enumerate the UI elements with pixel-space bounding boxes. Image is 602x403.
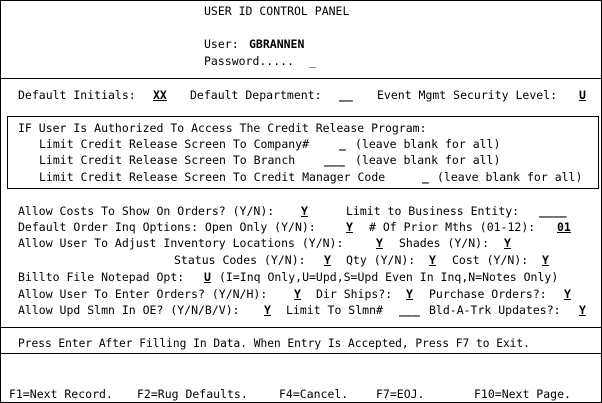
limit-slmn-field[interactable]: ___	[399, 303, 420, 317]
company-limit-label: Limit Credit Release Screen To Company#	[39, 137, 310, 151]
panel-title: USER ID CONTROL PANEL	[204, 4, 350, 18]
user-value: GBRANNEN	[249, 37, 305, 51]
billto-notepad-label: Billto File Notepad Opt:	[18, 270, 185, 284]
qty-label: Qty (Y/N):	[346, 253, 416, 267]
manager-limit-field[interactable]: _	[422, 170, 429, 184]
bld-trk-field[interactable]: Y	[579, 303, 586, 317]
cost-field[interactable]: Y	[542, 253, 549, 267]
f1-next-record-key[interactable]: F1=Next Record.	[9, 387, 113, 401]
password-label: Password.....	[204, 54, 295, 68]
prior-mths-label: # Of Prior Mths (01-12):	[369, 220, 536, 234]
adjust-inventory-field[interactable]: Y	[376, 236, 383, 250]
branch-limit-note: (leave blank for all)	[355, 153, 501, 167]
f4-cancel-key[interactable]: F4=Cancel.	[279, 387, 349, 401]
purchase-orders-field[interactable]: Y	[564, 287, 571, 301]
allow-costs-label: Allow Costs To Show On Orders? (Y/N):	[18, 204, 275, 218]
f10-next-page-key[interactable]: F10=Next Page.	[474, 387, 571, 401]
default-initials-label: Default Initials:	[18, 88, 136, 102]
divider-bottom	[1, 353, 601, 354]
password-field[interactable]: _	[309, 54, 316, 68]
billto-notepad-field[interactable]: U	[204, 270, 211, 284]
shades-label: Shades (Y/N):	[399, 236, 490, 250]
qty-field[interactable]: Y	[429, 253, 436, 267]
business-entity-field[interactable]: ____	[539, 204, 567, 218]
billto-notepad-note: (I=Inq Only,U=Upd,S=Upd Even In Inq,N=Notes Only)	[219, 270, 559, 284]
dir-ships-field[interactable]: Y	[406, 287, 413, 301]
default-department-label: Default Department:	[190, 88, 322, 102]
cost-label: Cost (Y/N):	[452, 253, 529, 267]
enter-orders-label: Allow User To Enter Orders? (Y/N/H):	[18, 287, 268, 301]
order-inq-label: Default Order Inq Options: Open Only (Y/N):	[18, 220, 316, 234]
prior-mths-field[interactable]: 01	[557, 220, 571, 234]
upd-slmn-label: Allow Upd Slmn In OE? (Y/N/B/V):	[18, 303, 240, 317]
status-codes-field[interactable]: Y	[324, 253, 331, 267]
business-entity-label: Limit to Business Entity:	[346, 204, 520, 218]
company-limit-note: (leave blank for all)	[355, 137, 501, 151]
instruction-text: Press Enter After Filling In Data. When Entry Is Accepted, Press F7 to Exit.	[18, 337, 530, 350]
event-mgmt-label: Event Mgmt Security Level:	[377, 88, 558, 102]
enter-orders-field[interactable]: Y	[294, 287, 301, 301]
user-label: User:	[204, 37, 239, 51]
purchase-orders-label: Purchase Orders?:	[429, 287, 547, 301]
company-limit-field[interactable]: _	[339, 137, 346, 151]
f7-eoj-key[interactable]: F7=EOJ.	[376, 387, 425, 401]
manager-limit-note: (leave blank for all)	[437, 170, 583, 184]
order-inq-field[interactable]: Y	[346, 220, 353, 234]
credit-box-heading: IF User Is Authorized To Access The Credit Release Program:	[18, 121, 427, 135]
default-department-field[interactable]: __	[339, 88, 353, 102]
allow-costs-field[interactable]: Y	[301, 204, 308, 218]
shades-field[interactable]: Y	[504, 236, 511, 250]
divider-middle	[1, 327, 601, 328]
status-codes-label: Status Codes (Y/N):	[174, 253, 306, 267]
dir-ships-label: Dir Ships?:	[316, 287, 393, 301]
upd-slmn-field[interactable]: Y	[264, 303, 271, 317]
branch-limit-field[interactable]: ___	[324, 153, 345, 167]
default-initials-field[interactable]: XX	[153, 88, 167, 102]
event-mgmt-field[interactable]: U	[579, 88, 586, 102]
divider-top	[1, 78, 601, 79]
manager-limit-label: Limit Credit Release Screen To Credit Manager Code	[39, 170, 386, 184]
branch-limit-label: Limit Credit Release Screen To Branch	[39, 153, 296, 167]
f2-rug-defaults-key[interactable]: F2=Rug Defaults.	[137, 387, 248, 401]
adjust-inventory-label: Allow User To Adjust Inventory Locations (Y/N):	[18, 236, 344, 250]
bld-trk-label: Bld-A-Trk Updates?:	[429, 303, 561, 317]
limit-slmn-label: Limit To Slmn#	[286, 303, 383, 317]
